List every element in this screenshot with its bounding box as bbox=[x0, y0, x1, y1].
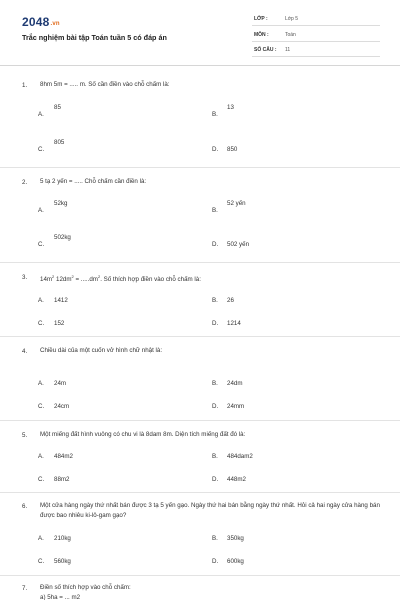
question-number: 1. bbox=[22, 82, 28, 89]
option-c-value[interactable]: 88m2 bbox=[54, 476, 70, 483]
option-c-letter[interactable]: C. bbox=[38, 241, 45, 248]
option-c-value[interactable]: 502kg bbox=[54, 234, 71, 241]
superscript: 2 bbox=[71, 274, 74, 279]
option-b-value[interactable]: 24dm bbox=[227, 380, 243, 387]
option-c-letter[interactable]: C. bbox=[38, 476, 45, 483]
option-d-value[interactable]: 448m2 bbox=[227, 476, 246, 483]
divider bbox=[0, 492, 400, 493]
option-b-letter[interactable]: B. bbox=[212, 207, 218, 214]
divider bbox=[0, 575, 400, 576]
option-b-letter[interactable]: B. bbox=[212, 380, 218, 387]
option-d-value[interactable]: 1214 bbox=[227, 320, 241, 327]
option-c-letter[interactable]: C. bbox=[38, 146, 45, 153]
meta-label: SỐ CÂU : bbox=[254, 47, 277, 53]
meta-label: MÔN : bbox=[254, 32, 269, 38]
option-b-letter[interactable]: B. bbox=[212, 453, 218, 460]
question-text: Điền số thích hợp vào chỗ chấm: bbox=[40, 584, 131, 591]
meta-row-subject bbox=[252, 30, 380, 42]
option-d-value[interactable]: 850 bbox=[227, 146, 238, 153]
option-a-value[interactable]: 484m2 bbox=[54, 453, 73, 460]
option-c-letter[interactable]: C. bbox=[38, 558, 45, 565]
option-d-letter[interactable]: D. bbox=[212, 476, 219, 483]
option-b-value[interactable]: 484dam2 bbox=[227, 453, 253, 460]
question-number: 2. bbox=[22, 179, 28, 186]
option-a-value[interactable]: 1412 bbox=[54, 297, 68, 304]
option-a-value[interactable]: 24m bbox=[54, 380, 67, 387]
divider bbox=[0, 336, 400, 337]
question-text: 5 tạ 2 yến = ..... Chỗ chấm cần điền là: bbox=[40, 178, 147, 185]
option-b-value[interactable]: 13 bbox=[227, 104, 234, 111]
option-c-value[interactable]: 152 bbox=[54, 320, 65, 327]
option-a-value[interactable]: 210kg bbox=[54, 535, 71, 542]
question-number: 5. bbox=[22, 432, 28, 439]
text-part: 14m bbox=[40, 276, 53, 284]
meta-label: LỚP : bbox=[254, 16, 268, 22]
option-b-value[interactable]: 52 yến bbox=[227, 200, 246, 207]
meta-value: 11 bbox=[285, 47, 291, 53]
option-a-letter[interactable]: A. bbox=[38, 535, 44, 542]
question-number: 4. bbox=[22, 348, 28, 355]
meta-row-class bbox=[252, 14, 380, 26]
option-d-value[interactable]: 600kg bbox=[227, 558, 244, 565]
option-d-letter[interactable]: D. bbox=[212, 320, 219, 327]
meta-value: Toán bbox=[285, 32, 296, 38]
divider bbox=[0, 420, 400, 421]
option-a-value[interactable]: 85 bbox=[54, 104, 61, 111]
question-number: 6. bbox=[22, 503, 28, 510]
text-part: 12dm bbox=[54, 276, 72, 284]
superscript: 2 bbox=[52, 274, 55, 279]
option-b-value[interactable]: 350kg bbox=[227, 535, 244, 542]
option-c-value[interactable]: 24cm bbox=[54, 403, 70, 410]
option-d-letter[interactable]: D. bbox=[212, 241, 219, 248]
question-text: Một miếng đất hình vuông có chu vi là 8dam 8m. Diện tích miếng đất đó là: bbox=[40, 431, 246, 438]
option-c-value[interactable]: 805 bbox=[54, 139, 65, 146]
option-d-letter[interactable]: D. bbox=[212, 403, 219, 410]
option-a-letter[interactable]: A. bbox=[38, 297, 44, 304]
question-text: Một cửa hàng ngày thứ nhất bán được 3 tạ 5 yến gạo. Ngày thứ hai bán bằng ngày thứ nhất. Hỏi cả hai ngày cửa hàng bán được bao nhiêu ki-lô-gam gạo? bbox=[40, 502, 380, 519]
question-subpart: a) 5ha = ... m2 bbox=[40, 594, 81, 600]
option-d-value[interactable]: 24mm bbox=[227, 403, 245, 410]
superscript: 2 bbox=[97, 274, 101, 279]
question-text: 8hm 5m = ..... m. Số cần điền vào chỗ chấm là: bbox=[40, 81, 170, 88]
option-a-letter[interactable]: A. bbox=[38, 111, 44, 118]
option-d-value[interactable]: 502 yến bbox=[227, 241, 250, 248]
text-part: . Số thích hợp điền vào chỗ chấm là: bbox=[100, 276, 201, 284]
logo-suffix: .vn bbox=[50, 21, 60, 27]
text-part: = .....dm bbox=[73, 276, 98, 284]
page-title: Trắc nghiệm bài tập Toán tuần 5 có đáp án bbox=[22, 33, 167, 42]
option-b-letter[interactable]: B. bbox=[212, 297, 218, 304]
option-a-value[interactable]: 52kg bbox=[54, 200, 68, 207]
option-d-letter[interactable]: D. bbox=[212, 146, 219, 153]
question-number: 3. bbox=[22, 274, 28, 281]
option-d-letter[interactable]: D. bbox=[212, 558, 219, 565]
site-logo[interactable] bbox=[22, 15, 60, 29]
divider bbox=[0, 262, 400, 263]
logo-text: 2048 bbox=[22, 15, 50, 29]
meta-value: Lớp 5 bbox=[285, 16, 299, 22]
divider bbox=[0, 167, 400, 168]
option-a-letter[interactable]: A. bbox=[38, 380, 44, 387]
document-header bbox=[0, 0, 400, 66]
option-c-letter[interactable]: C. bbox=[38, 403, 45, 410]
option-c-value[interactable]: 560kg bbox=[54, 558, 71, 565]
question-number: 7. bbox=[22, 585, 28, 592]
option-a-letter[interactable]: A. bbox=[38, 207, 44, 214]
option-b-letter[interactable]: B. bbox=[212, 111, 218, 118]
option-b-letter[interactable]: B. bbox=[212, 535, 218, 542]
option-a-letter[interactable]: A. bbox=[38, 453, 44, 460]
question-text bbox=[40, 272, 386, 285]
option-b-value[interactable]: 26 bbox=[227, 297, 234, 304]
question-text: Chiều dài của một cuốn vở hình chữ nhật là: bbox=[40, 347, 163, 354]
meta-row-count bbox=[252, 45, 380, 57]
option-c-letter[interactable]: C. bbox=[38, 320, 45, 327]
